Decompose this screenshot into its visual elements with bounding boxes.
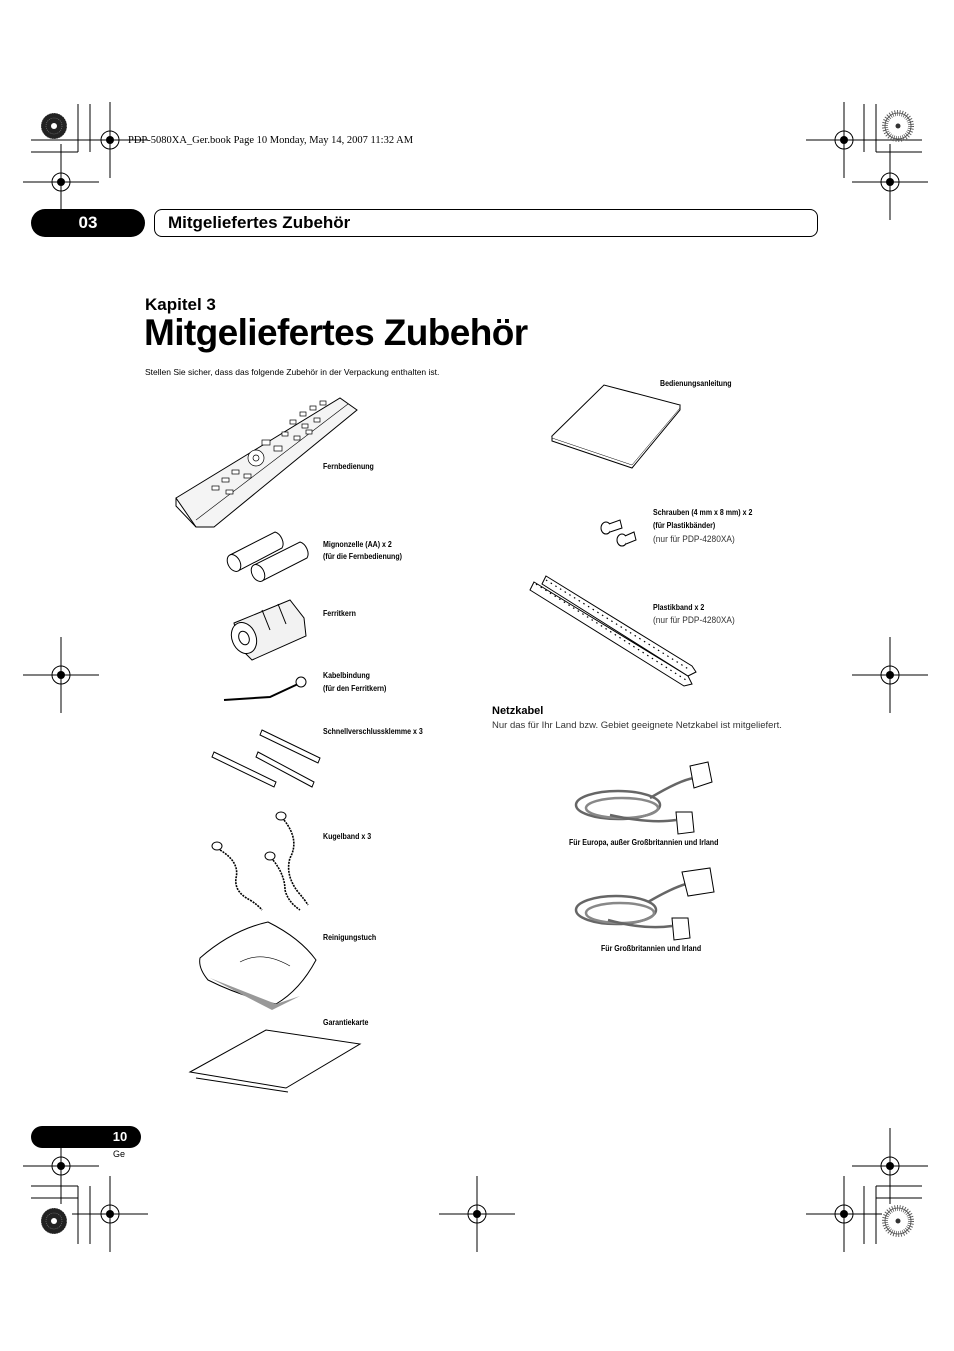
trim-marks (31, 104, 922, 1244)
page-language: Ge (113, 1149, 126, 1159)
warranty-card-illustration (190, 1030, 360, 1092)
page-title: Mitgeliefertes Zubehör (144, 312, 528, 353)
power-cord-eu-illustration (576, 762, 712, 834)
registration-star-icon (41, 113, 67, 139)
crosshair-mark-icon (852, 637, 928, 713)
chapter-number: 03 (78, 213, 98, 232)
power-cord-text: Nur das für Ihr Land bzw. Gebiet geeignete Netzkabel ist mitgeliefert. (492, 720, 782, 731)
registration-star-icon (885, 1208, 911, 1234)
quick-clamps-illustration (212, 730, 320, 787)
manual-illustration (552, 385, 680, 468)
chapter-label: Kapitel 3 (145, 295, 216, 314)
power-cord-heading: Netzkabel (492, 705, 544, 717)
cleaning-cloth-illustration (200, 922, 316, 1010)
chapter-header-title: Mitgeliefertes Zubehör (168, 213, 351, 232)
batteries-note: (für die Fernbedienung) (323, 552, 403, 561)
bead-bands-illustration (212, 812, 308, 910)
warranty-label: Garantiekarte (323, 1018, 369, 1027)
ferrite-core-illustration (227, 600, 306, 660)
cable-tie-note: (für den Ferritkern) (323, 684, 387, 693)
plastic-band-label: Plastikband x 2 (653, 603, 705, 612)
crosshair-mark-icon (852, 144, 928, 220)
intro-text: Stellen Sie sicher, dass das folgende Zubehör in der Verpackung enthalten ist. (145, 367, 440, 377)
registration-star-icon (41, 1208, 67, 1234)
crosshair-mark-icon (72, 1176, 148, 1252)
crosshair-mark-icon (806, 1176, 882, 1252)
crosshair-mark-icon (806, 102, 882, 178)
crosshair-mark-icon (852, 1128, 928, 1204)
bead-band-label: Kugelband x 3 (323, 832, 372, 841)
crosshair-mark-icon (439, 1176, 515, 1252)
book-file-line: PDP-5080XA_Ger.book Page 10 Monday, May 14, 2007 11:32 AM (128, 135, 414, 146)
manual-label: Bedienungsanleitung (660, 379, 732, 388)
power-cord-uk-illustration (576, 868, 714, 940)
power-cord-uk-caption: Für Großbritannien und Irland (601, 944, 702, 953)
cloth-label: Reinigungstuch (323, 933, 377, 942)
screws-note: (für Plastikbänder) (653, 521, 716, 530)
ferrite-label: Ferritkern (323, 609, 356, 618)
screws-illustration (601, 520, 636, 546)
clamp-label: Schnellverschlussklemme x 3 (323, 727, 423, 736)
registration-star-icon (885, 113, 911, 139)
cable-tie-label: Kabelbindung (323, 671, 370, 680)
batteries-label: Mignonzelle (AA) x 2 (323, 540, 392, 549)
power-cord-eu-caption: Für Europa, außer Großbritannien und Irland (569, 838, 719, 847)
plastic-band-note: (nur für PDP-4280XA) (653, 615, 735, 626)
screws-label: Schrauben (4 mm x 8 mm) x 2 (653, 508, 753, 517)
remote-label: Fernbedienung (323, 462, 374, 471)
batteries-illustration (224, 532, 308, 584)
plastic-bands-illustration (530, 576, 696, 686)
crosshair-mark-icon (23, 637, 99, 713)
cable-tie-illustration (224, 677, 306, 700)
page-number: 10 (112, 1129, 128, 1144)
screws-model-note: (nur für PDP-4280XA) (653, 534, 735, 545)
